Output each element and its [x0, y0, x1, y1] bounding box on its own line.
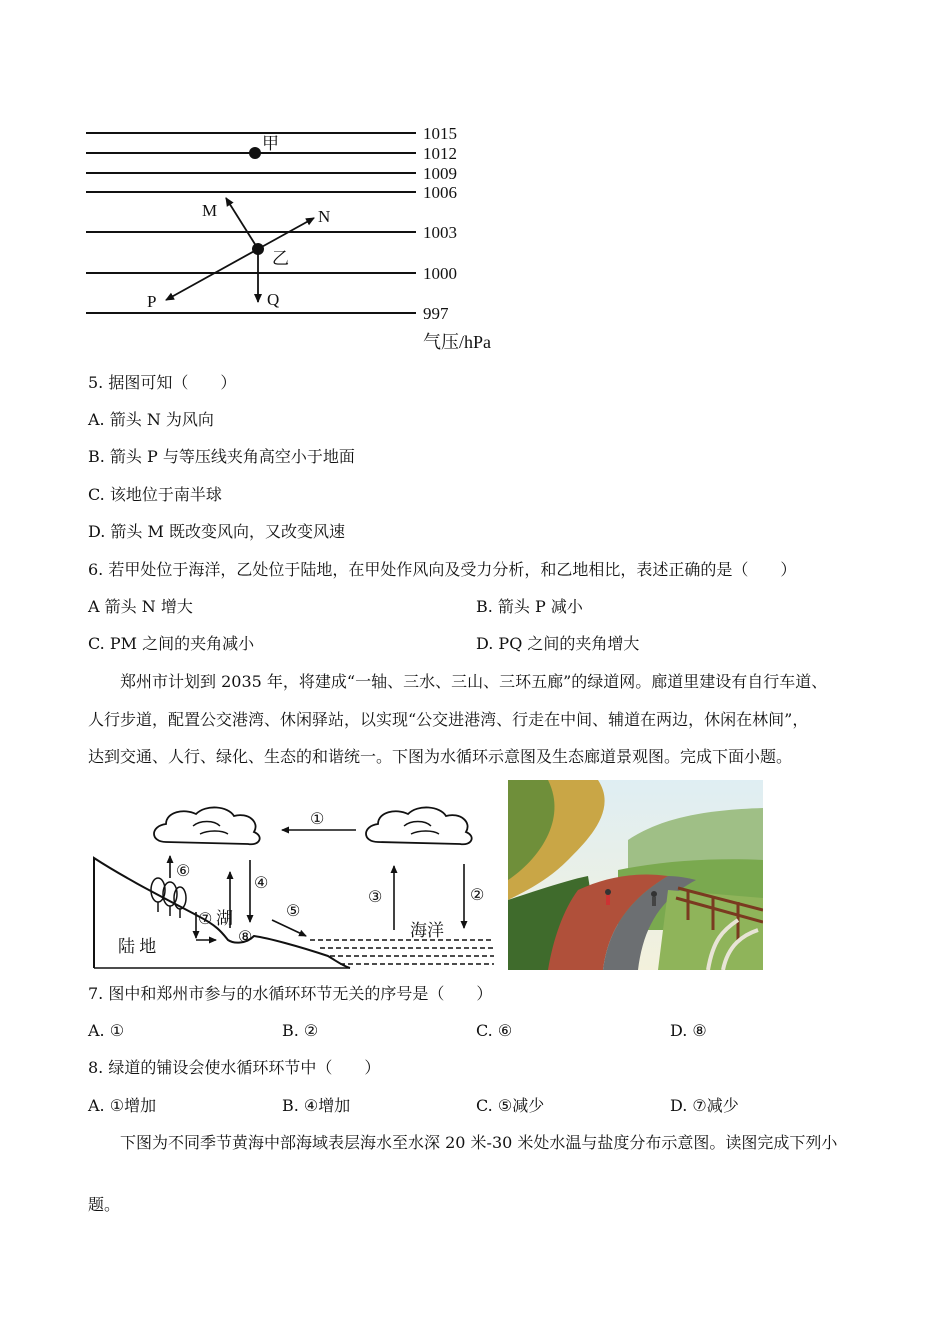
pressure-label-997: 997 [423, 304, 449, 323]
passage2-line-2: 题。 [88, 1195, 121, 1214]
pressure-label-1009: 1009 [423, 164, 457, 183]
arrow-m [226, 198, 258, 249]
pressure-label-1000: 1000 [423, 264, 457, 283]
pressure-label-1015: 1015 [423, 124, 457, 143]
arrow-label-m: M [202, 201, 218, 220]
pressure-label-1006: 1006 [423, 183, 457, 202]
q5-option-a: A. 箭头 N 为风向 [88, 410, 214, 429]
pressure-axis-caption: 气压/hPa [423, 332, 492, 352]
q6-option-b: B. 箭头 P 减小 [476, 597, 583, 616]
q6-stem: 6. 若甲处位于海洋，乙处位于陆地，在甲处作风向及受力分析，和乙地相比，表述正确的是（ ） [88, 560, 797, 579]
tree-icon [151, 878, 186, 918]
passage1-line-2: 人行步道，配置公交港湾、休闲驿站，以实现“公交进港湾、行走在中间、辅道在两边，休闲在林间”， [88, 710, 809, 729]
q6-option-c: C. PM 之间的夹角减小 [88, 634, 255, 653]
q8-option-c: C. ⑤减少 [476, 1096, 545, 1115]
cloud-right-inner [404, 822, 439, 835]
q7-stem: 7. 图中和郑州市参与的水循环环节无关的序号是（ ） [88, 984, 493, 1003]
q8-option-b: B. ④增加 [282, 1096, 351, 1115]
q7-option-c: C. ⑥ [476, 1021, 513, 1040]
point-jia-label: 甲 [262, 134, 279, 153]
label-lake: 湖 [216, 909, 233, 928]
cloud-right [366, 807, 472, 844]
passage1-line-1: 郑州市计划到 2035 年，将建成“一轴、三水、三山、三环五廊”的绿道网。廊道里建设有自行车道、 [120, 672, 828, 691]
ocean-surface [310, 940, 494, 964]
point-jia-dot [249, 147, 261, 159]
label-4: ④ [254, 875, 269, 892]
q8-option-d: D. ⑦减少 [670, 1096, 739, 1115]
passage2-line-1: 下图为不同季节黄海中部海域表层海水至水深 20 米-30 米处水温与盐度分布示意图。读图完成下列小 [120, 1133, 838, 1152]
isobar-diagram [80, 118, 520, 358]
eco-corridor-photo [508, 780, 763, 970]
water-cycle-diagram [88, 790, 500, 970]
q8-option-a: A. ①增加 [88, 1096, 157, 1115]
arrow-n [258, 218, 314, 249]
q5-option-b: B. 箭头 P 与等压线夹角高空小于地面 [88, 447, 355, 466]
passage1-line-3: 达到交通、人行、绿化、生态的和谐统一。下图为水循环示意图及生态廊道景观图。完成下面小题。 [88, 747, 793, 766]
arrow-label-q: Q [267, 290, 280, 309]
arrow-label-p: P [147, 292, 157, 311]
label-5: ⑤ [286, 903, 301, 920]
q8-stem: 8. 绿道的铺设会使水循环环节中（ ） [88, 1058, 381, 1077]
pressure-label-1012: 1012 [423, 144, 457, 163]
cloud-left [154, 807, 260, 844]
label-6: ⑥ [176, 863, 191, 880]
arrow-5 [272, 920, 306, 936]
label-7: ⑦ [198, 911, 213, 928]
q6-option-d: D. PQ 之间的夹角增大 [476, 634, 640, 653]
label-ocean: 海洋 [410, 921, 444, 940]
label-2: ② [470, 887, 485, 904]
q5-stem: 5. 据图可知（ ） [88, 373, 237, 392]
q7-option-a: A. ① [88, 1021, 125, 1040]
pressure-label-1003: 1003 [423, 223, 457, 242]
q6-option-a: A 箭头 N 增大 [88, 597, 193, 616]
arrow-p [166, 249, 258, 300]
arrow-label-n: N [318, 207, 331, 226]
q5-option-c: C. 该地位于南半球 [88, 485, 222, 504]
q7-option-b: B. ② [282, 1021, 319, 1040]
label-1: ① [310, 811, 325, 828]
q7-option-d: D. ⑧ [670, 1021, 707, 1040]
point-yi-label: 乙 [272, 249, 289, 268]
label-3: ③ [368, 889, 383, 906]
label-land: 陆 地 [118, 937, 157, 956]
label-8: ⑧ [238, 929, 253, 946]
cloud-left-inner [193, 822, 228, 835]
q5-option-d: D. 箭头 M 既改变风向，又改变风速 [88, 522, 345, 541]
